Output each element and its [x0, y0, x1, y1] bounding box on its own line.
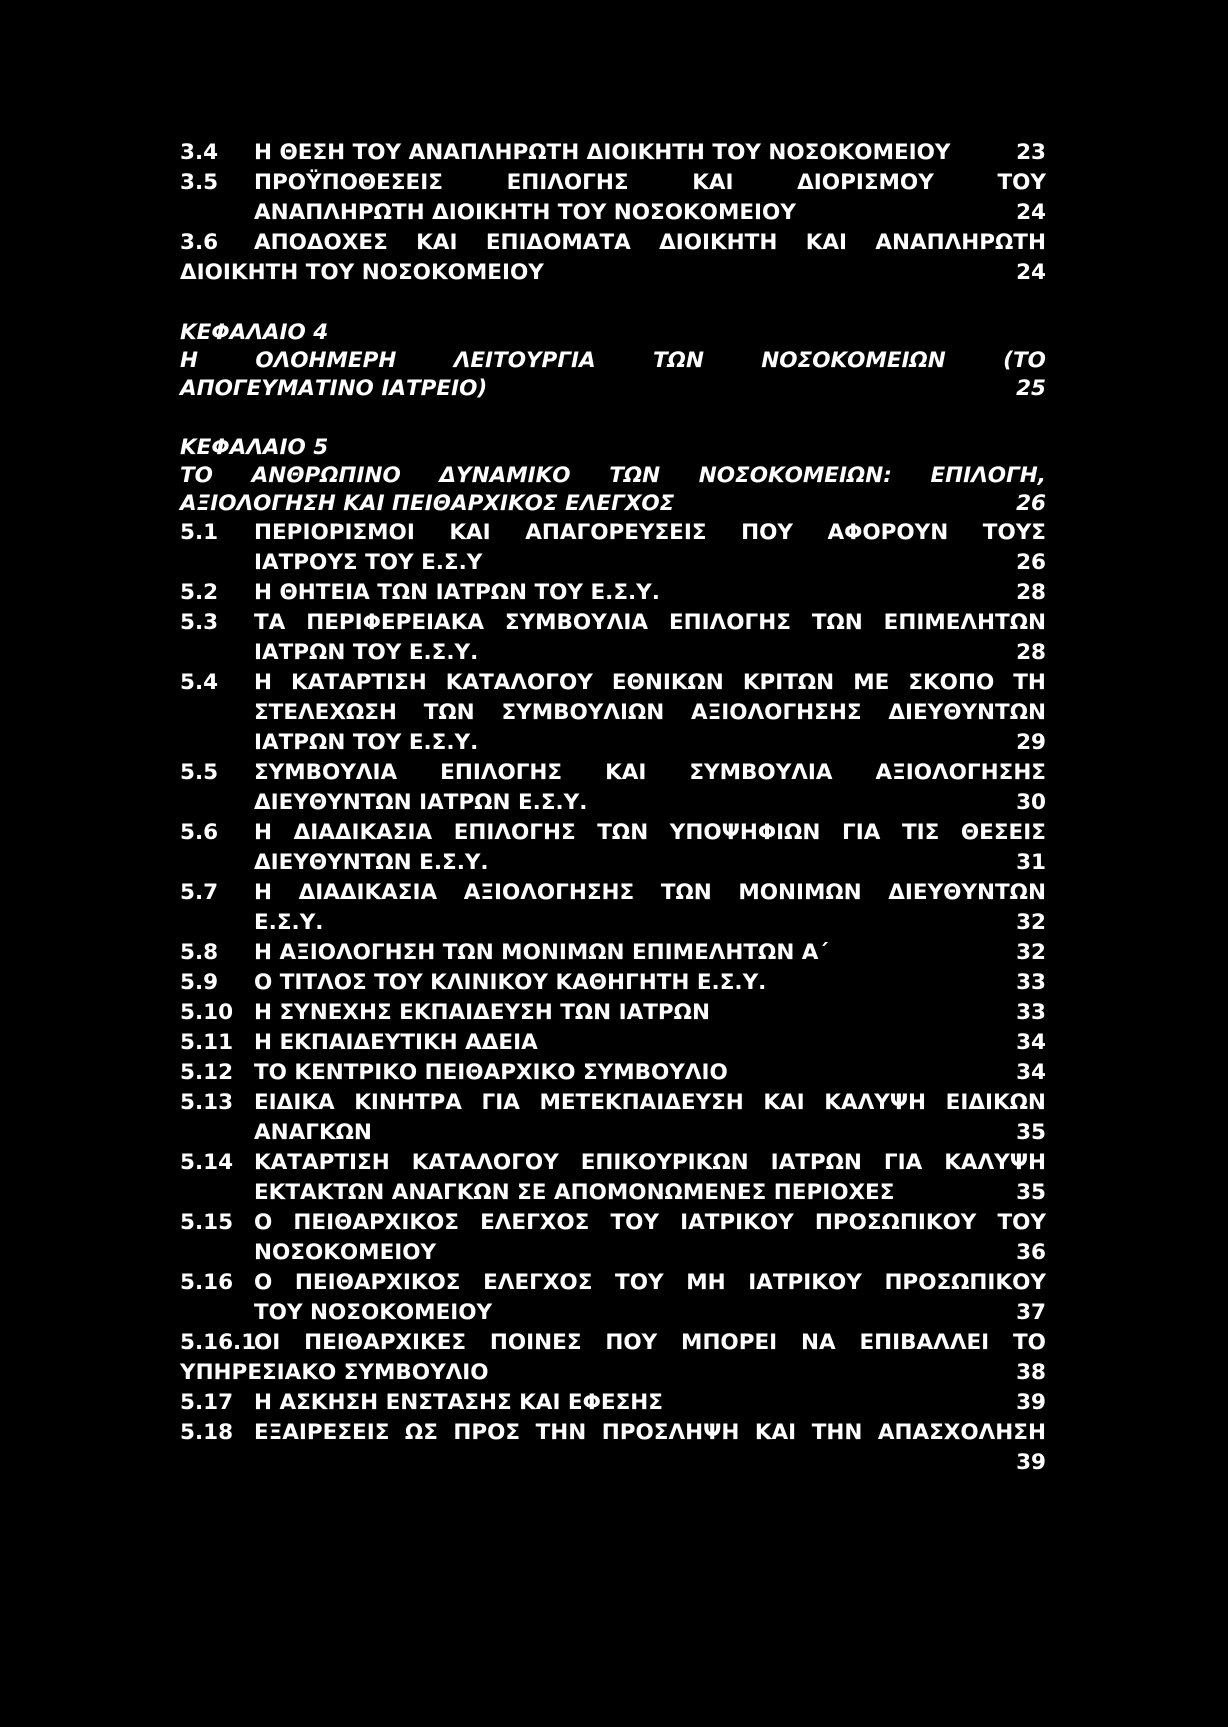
word: ΣΥΜΒΟΥΛΙΑ	[504, 610, 649, 635]
entry-last-line	[254, 848, 1046, 878]
section-number: 5.15	[180, 1210, 234, 1235]
page-number: 32	[1016, 940, 1046, 965]
toc-entry	[180, 518, 1046, 578]
section-number: 5.2	[180, 580, 219, 605]
toc-entry	[180, 1028, 1046, 1058]
word: ΘΕΣΕΙΣ	[960, 820, 1046, 845]
entry-last-line	[254, 1238, 1046, 1268]
justified-line	[254, 1148, 1046, 1178]
word: ΚΑΙ	[692, 170, 734, 195]
justified-line	[254, 758, 1046, 788]
justified-line	[254, 228, 1046, 258]
word: Η	[254, 670, 272, 695]
entry-title-text: ΤΟ ΚΕΝΤΡΙΚΟ ΠΕΙΘΑΡΧΙΚΟ ΣΥΜΒΟΥΛΙΟ	[254, 1060, 728, 1085]
page-number: 32	[1016, 910, 1046, 935]
page-number: 39	[1016, 1390, 1046, 1415]
word: ΣΥΜΒΟΥΛΙΑ	[254, 760, 398, 785]
toc-entry	[180, 968, 1046, 998]
entry-last-line	[254, 1448, 1046, 1478]
entry-last-line	[254, 578, 1046, 608]
word: ΓΙΑ	[842, 820, 881, 845]
word: ΠΟΥ	[605, 1330, 658, 1355]
word: ΙΑΤΡΩΝ	[770, 1150, 862, 1175]
toc-entry	[180, 1388, 1046, 1418]
word: Η	[254, 820, 272, 845]
word: ΔΙΟΡΙΣΜΟΥ	[797, 170, 934, 195]
word: ΤΟΥΣ	[982, 520, 1046, 545]
toc-entry	[180, 1418, 1046, 1478]
page-number: 24	[1016, 200, 1046, 225]
word: ΚΑΙ	[416, 230, 458, 255]
word: ΛΕΙΤΟΥΡΓΙΑ	[453, 348, 596, 373]
section-number: 5.5	[180, 760, 219, 785]
section-number: 5.8	[180, 940, 219, 965]
toc-entry	[180, 1088, 1046, 1148]
word: ΤΗΝ	[535, 1420, 587, 1445]
word: ΕΛΕΓΧΟΣ	[480, 1210, 590, 1235]
word: ΣΥΜΒΟΥΛΙΩΝ	[501, 700, 665, 725]
page-number: 34	[1016, 1060, 1046, 1085]
word: ΕΠΙΛΟΓΗΣ	[668, 610, 791, 635]
entry-last-line	[254, 548, 1046, 578]
word: ΜΕΤΕΚΠΑΙΔΕΥΣΗ	[539, 1090, 744, 1115]
section-number: 5.12	[180, 1060, 234, 1085]
word: ΔΙΕΥΘΥΝΤΩΝ	[888, 700, 1046, 725]
toc-entry	[180, 578, 1046, 608]
word: ΠΕΙΘΑΡΧΙΚΟΣ	[294, 1270, 461, 1295]
entry-title-text: ΥΠΗΡΕΣΙΑΚΟ ΣΥΜΒΟΥΛΙΟ	[180, 1360, 489, 1385]
word: ΤΩΝ	[660, 880, 712, 905]
word: ΔΥΝΑΜΙΚΟ	[439, 463, 571, 488]
section-number: 5.17	[180, 1390, 234, 1415]
word: ΤΗΝ	[811, 1420, 863, 1445]
word: ΑΞΙΟΛΟΓΗΣΗΣ	[875, 760, 1046, 785]
word: ΤΗ	[1013, 670, 1046, 695]
page-number: 25	[1016, 376, 1046, 401]
word: ΚΑΛΥΨΗ	[824, 1090, 927, 1115]
page-number: 24	[1016, 260, 1046, 285]
chapter-heading: ΚΕΦΑΛΑΙΟ 5	[180, 435, 329, 460]
justified-line	[254, 1418, 1046, 1448]
toc-entry	[180, 758, 1046, 818]
page-number: 34	[1016, 1030, 1046, 1055]
section-number: 5.18	[180, 1420, 234, 1445]
word: ΚΑΙ	[449, 520, 491, 545]
word: ΠΡΟΫΠΟΘΕΣΕΙΣ	[254, 170, 443, 195]
section-number: 3.4	[180, 140, 219, 165]
table-of-contents	[180, 138, 1046, 1478]
justified-line	[254, 878, 1046, 908]
word: ΣΥΜΒΟΥΛΙΑ	[689, 760, 833, 785]
word: ΝΑ	[801, 1330, 836, 1355]
word: ΕΠΙΛΟΓΗ,	[930, 463, 1046, 488]
toc-entry	[180, 1328, 1046, 1388]
word: ΔΙΕΥΘΥΝΤΩΝ	[888, 880, 1046, 905]
justified-line	[180, 462, 1046, 490]
word: ΜΗ	[686, 1270, 726, 1295]
entry-title-text: Η ΕΚΠΑΙΔΕΥΤΙΚΗ ΑΔΕΙΑ	[254, 1030, 538, 1055]
chapter-heading: ΚΕΦΑΛΑΙΟ 4	[180, 320, 329, 345]
word: ΑΠΑΣΧΟΛΗΣΗ	[877, 1420, 1046, 1445]
word: ΝΟΣΟΚΟΜΕΙΩΝ	[761, 348, 946, 373]
word: ΕΠΙΜΕΛΗΤΩΝ	[883, 610, 1046, 635]
word: ΚΑΙ	[805, 230, 848, 255]
entry-last-line	[180, 375, 1046, 403]
word: ΚΑΙ	[605, 760, 647, 785]
word: ΚΑΤΑΡΤΙΣΗ	[291, 670, 427, 695]
entry-title-text: ΑΠΟΓΕΥΜΑΤΙΝΟ ΙΑΤΡΕΙΟ)	[180, 376, 488, 401]
word: ΤΩΝ	[811, 610, 863, 635]
word: ΔΙΑΔΙΚΑΣΙΑ	[298, 880, 438, 905]
word: ΓΙΑ	[883, 1150, 923, 1175]
entry-last-line	[254, 908, 1046, 938]
word: ΙΑΤΡΙΚΟΥ	[680, 1210, 794, 1235]
page-number: 33	[1016, 970, 1046, 995]
page-number: 26	[1016, 550, 1046, 575]
section-number: 5.4	[180, 670, 219, 695]
page-number: 33	[1016, 1000, 1046, 1025]
entry-title-text: ΑΝΑΓΚΩΝ	[254, 1120, 372, 1145]
toc-entry	[180, 168, 1046, 228]
chapter-4	[180, 319, 1046, 403]
entry-last-line	[254, 1298, 1046, 1328]
entry-last-line	[254, 1178, 1046, 1208]
entry-last-line	[254, 1058, 1046, 1088]
word: ΑΝΑΠΛΗΡΩΤΗ	[875, 230, 1046, 255]
entry-last-line	[254, 1388, 1046, 1418]
word: ΑΠΑΓΟΡΕΥΣΕΙΣ	[525, 520, 707, 545]
word: Η	[180, 348, 198, 373]
page-number: 29	[1016, 730, 1046, 755]
justified-line	[180, 347, 1046, 375]
section-number: 5.14	[180, 1150, 234, 1175]
word: (ΤΟ	[1003, 348, 1046, 373]
entry-title-text: Η ΑΞΙΟΛΟΓΗΣΗ ΤΩΝ ΜΟΝΙΜΩΝ ΕΠΙΜΕΛΗΤΩΝ Α΄	[254, 940, 828, 965]
word: ΕΠΙΒΑΛΛΕΙ	[859, 1330, 990, 1355]
word: ΤΩΝ	[609, 463, 661, 488]
section-number: 5.3	[180, 610, 219, 635]
word: ΠΟΙΝΕΣ	[489, 1330, 582, 1355]
word: ΕΠΙΛΟΓΗΣ	[440, 760, 563, 785]
word: ΠΟΥ	[741, 520, 793, 545]
word: ΣΤΕΛΕΧΩΣΗ	[254, 700, 397, 725]
entry-title-text: ΙΑΤΡΟΥΣ ΤΟΥ Ε.Σ.Υ	[254, 550, 483, 575]
word: ΑΝΘΡΩΠΙΝΟ	[251, 463, 401, 488]
entry-title-text: Η ΘΕΣΗ ΤΟΥ ΑΝΑΠΛΗΡΩΤΗ ΔΙΟΙΚΗΤΗ ΤΟΥ ΝΟΣΟΚΟΜΕΙΟΥ	[254, 140, 951, 165]
page-number: 26	[1016, 491, 1046, 516]
section-number: 5.6	[180, 820, 219, 845]
word: ΤΟΥ	[997, 170, 1046, 195]
word: ΣΚΟΠΟ	[908, 670, 995, 695]
toc-entry	[180, 998, 1046, 1028]
word: ΟΛΟΗΜΕΡΗ	[255, 348, 397, 373]
word: ΕΠΙΛΟΓΗΣ	[506, 170, 629, 195]
word: Η	[254, 880, 272, 905]
entry-last-line	[254, 1028, 1046, 1058]
word: ΙΑΤΡΙΚΟΥ	[748, 1270, 862, 1295]
word: ΠΕΡΙΟΡΙΣΜΟΙ	[254, 520, 415, 545]
word: ΚΑΛΥΨΗ	[944, 1150, 1046, 1175]
page-number: 38	[1016, 1360, 1046, 1385]
word: ΩΣ	[404, 1420, 438, 1445]
entry-last-line	[180, 258, 1046, 288]
word: ΤΟ	[180, 463, 213, 488]
word: Ο	[254, 1210, 273, 1235]
entry-title-text: ΕΚΤΑΚΤΩΝ ΑΝΑΓΚΩΝ ΣΕ ΑΠΟΜΟΝΩΜΕΝΕΣ ΠΕΡΙΟΧΕΣ	[254, 1180, 895, 1205]
page-number: 36	[1016, 1240, 1046, 1265]
entry-title-text: ΤΟΥ ΝΟΣΟΚΟΜΕΙΟΥ	[254, 1300, 493, 1325]
entry-title-text: ΔΙΕΥΘΥΝΤΩΝ Ε.Σ.Υ.	[254, 850, 489, 875]
page-number: 23	[1016, 140, 1046, 165]
toc-entry	[180, 938, 1046, 968]
entry-last-line	[254, 638, 1046, 668]
entry-title-text: Η ΘΗΤΕΙΑ ΤΩΝ ΙΑΤΡΩΝ ΤΟΥ Ε.Σ.Υ.	[254, 580, 660, 605]
word: ΕΞΑΙΡΕΣΕΙΣ	[254, 1420, 390, 1445]
page-number: 31	[1016, 850, 1046, 875]
justified-line	[254, 1328, 1046, 1358]
justified-line	[254, 818, 1046, 848]
word: ΤΟΥ	[610, 1210, 659, 1235]
word: ΜΠΟΡΕΙ	[681, 1330, 778, 1355]
justified-line	[254, 668, 1046, 698]
word: ΚΡΙΤΩΝ	[742, 670, 835, 695]
entry-last-line	[254, 728, 1046, 758]
word: ΟΙ	[254, 1330, 281, 1355]
page-number: 35	[1016, 1120, 1046, 1145]
justified-line	[254, 1088, 1046, 1118]
entry-title-text: ΑΝΑΠΛΗΡΩΤΗ ΔΙΟΙΚΗΤΗ ΤΟΥ ΝΟΣΟΚΟΜΕΙΟΥ	[254, 200, 796, 225]
word: ΑΦΟΡΟΥΝ	[827, 520, 949, 545]
page-number: 39	[1016, 1450, 1046, 1475]
word: ΕΛΕΓΧΟΣ	[483, 1270, 593, 1295]
word: ΕΠΙΔΟΜΑΤΑ	[485, 230, 631, 255]
toc-entry	[180, 608, 1046, 668]
chapter-5	[180, 434, 1046, 518]
justified-line	[254, 1208, 1046, 1238]
word: ΤΟΥ	[615, 1270, 664, 1295]
word: ΔΙΟΙΚΗΤΗ	[659, 230, 778, 255]
entry-title-text: ΑΞΙΟΛΟΓΗΣΗ ΚΑΙ ΠΕΙΘΑΡΧΙΚΟΣ ΕΛΕΓΧΟΣ	[180, 491, 675, 516]
toc-entry	[180, 1268, 1046, 1328]
page-number: 28	[1016, 640, 1046, 665]
justified-line	[254, 518, 1046, 548]
word: ΚΑΤΑΡΤΙΣΗ	[254, 1150, 390, 1175]
word: ΕΙΔΙΚΑ	[254, 1090, 335, 1115]
entry-last-line	[254, 788, 1046, 818]
page-number: 35	[1016, 1180, 1046, 1205]
justified-line	[254, 698, 1046, 728]
word: ΑΞΙΟΛΟΓΗΣΗΣ	[463, 880, 635, 905]
word: ΠΡΟΣΩΠΙΚΟΥ	[814, 1210, 977, 1235]
word: ΚΙΝΗΤΡΑ	[354, 1090, 462, 1115]
entry-title-text: ΙΑΤΡΩΝ ΤΟΥ Ε.Σ.Υ.	[254, 730, 479, 755]
word: ΕΠΙΚΟΥΡΙΚΩΝ	[580, 1150, 749, 1175]
word: ΕΠΙΛΟΓΗΣ	[453, 820, 576, 845]
entry-last-line	[254, 198, 1046, 228]
word: ΠΡΟΣΩΠΙΚΟΥ	[884, 1270, 1046, 1295]
word: ΕΙΔΙΚΩΝ	[945, 1090, 1046, 1115]
word: ΠΡΟΣ	[453, 1420, 521, 1445]
entry-last-line	[254, 938, 1046, 968]
justified-line	[254, 608, 1046, 638]
entry-title-text: ΙΑΤΡΩΝ ΤΟΥ Ε.Σ.Υ.	[254, 640, 479, 665]
word: ΚΑΙ	[763, 1090, 805, 1115]
entry-last-line	[254, 1118, 1046, 1148]
word: ΔΙΑΔΙΚΑΣΙΑ	[293, 820, 433, 845]
entry-title-text: Ε.Σ.Υ.	[254, 910, 324, 935]
word: ΚΑΙ	[754, 1420, 797, 1445]
word: ΑΠΟΔΟΧΕΣ	[254, 230, 388, 255]
word: ΤΑ	[254, 610, 286, 635]
section-number: 5.13	[180, 1090, 234, 1115]
word: ΜΟΝΙΜΩΝ	[738, 880, 862, 905]
section-number: 3.5	[180, 170, 219, 195]
entry-last-line	[180, 490, 1046, 518]
page-number: 30	[1016, 790, 1046, 815]
entry-last-line	[254, 998, 1046, 1028]
page-number: 37	[1016, 1300, 1046, 1325]
entry-last-line	[254, 968, 1046, 998]
section-number: 5.1	[180, 520, 219, 545]
section-number: 5.7	[180, 880, 219, 905]
toc-entry	[180, 878, 1046, 938]
entry-last-line	[254, 138, 1046, 168]
section-number: 5.11	[180, 1030, 234, 1055]
entry-title-text: Η ΑΣΚΗΣΗ ΕΝΣΤΑΣΗΣ ΚΑΙ ΕΦΕΣΗΣ	[254, 1390, 663, 1415]
toc-entry	[180, 818, 1046, 878]
entry-title-text: Ο ΤΙΤΛΟΣ ΤΟΥ ΚΛΙΝΙΚΟΥ ΚΑΘΗΓΗΤΗ Ε.Σ.Υ.	[254, 970, 767, 995]
entry-title-text: ΔΙΕΥΘΥΝΤΩΝ ΙΑΤΡΩΝ Ε.Σ.Υ.	[254, 790, 588, 815]
entry-title-text: ΝΟΣΟΚΟΜΕΙΟΥ	[254, 1240, 437, 1265]
word: ΚΑΤΑΛΟΓΟΥ	[445, 670, 593, 695]
entry-title-text: Η ΣΥΝΕΧΗΣ ΕΚΠΑΙΔΕΥΣΗ ΤΩΝ ΙΑΤΡΩΝ	[254, 1000, 710, 1025]
word: ΥΠΟΨΗΦΙΩΝ	[669, 820, 821, 845]
word: ΠΕΙΘΑΡΧΙΚΕΣ	[304, 1330, 467, 1355]
word: ΠΕΙΘΑΡΧΙΚΟΣ	[293, 1210, 459, 1235]
word: ΚΑΤΑΛΟΓΟΥ	[411, 1150, 559, 1175]
page-number: 28	[1016, 580, 1046, 605]
word: ΤΩΝ	[653, 348, 704, 373]
justified-line	[254, 168, 1046, 198]
toc-entry	[180, 668, 1046, 758]
word: ΠΡΟΣΛΗΨΗ	[601, 1420, 740, 1445]
word: ΤΟΥ	[997, 1210, 1046, 1235]
word: ΤΙΣ	[901, 820, 940, 845]
word: ΤΩΝ	[423, 700, 475, 725]
entry-title-text: ΔΙΟΙΚΗΤΗ ΤΟΥ ΝΟΣΟΚΟΜΕΙΟΥ	[180, 260, 544, 285]
toc-entry	[180, 138, 1046, 168]
word: ΝΟΣΟΚΟΜΕΙΩΝ:	[698, 463, 892, 488]
section-number: 5.9	[180, 970, 219, 995]
word: ΤΟ	[1012, 1330, 1046, 1355]
toc-entry	[180, 228, 1046, 288]
word: ΠΕΡΙΦΕΡΕΙΑΚΑ	[306, 610, 484, 635]
entry-last-line	[180, 1358, 1046, 1388]
word: ΕΘΝΙΚΩΝ	[611, 670, 724, 695]
section-number: 5.16.1	[180, 1330, 257, 1355]
word: ΜΕ	[853, 670, 890, 695]
toc-entry	[180, 1058, 1046, 1088]
word: ΤΩΝ	[597, 820, 649, 845]
word: Ο	[254, 1270, 273, 1295]
justified-line	[254, 1268, 1046, 1298]
section-number: 5.16	[180, 1270, 234, 1295]
toc-entry	[180, 1148, 1046, 1208]
section-number: 5.10	[180, 1000, 234, 1025]
word: ΓΙΑ	[481, 1090, 520, 1115]
toc-entry	[180, 1208, 1046, 1268]
word: ΑΞΙΟΛΟΓΗΣΗΣ	[691, 700, 862, 725]
section-number: 3.6	[180, 230, 219, 255]
